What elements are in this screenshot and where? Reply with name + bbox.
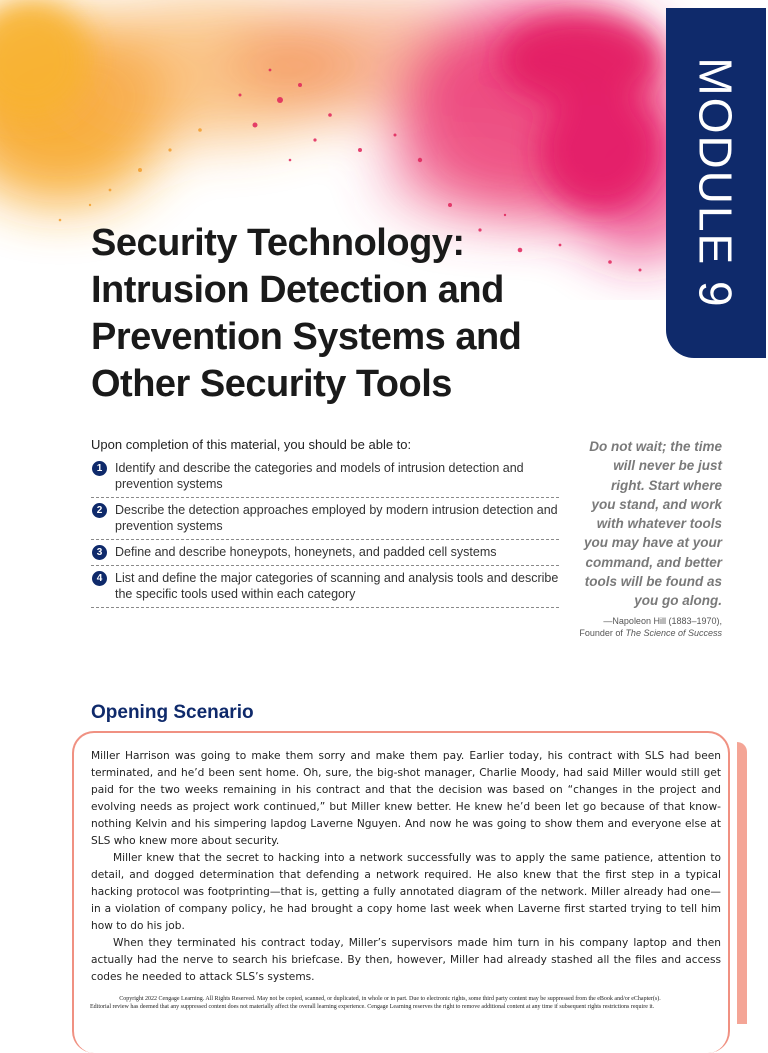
quote-line: you go along. — [634, 593, 722, 609]
objective-number-badge: 1 — [92, 461, 107, 476]
title-line: Intrusion Detection and — [91, 269, 504, 311]
title-line: Prevention Systems and — [91, 316, 522, 358]
objectives-heading: Upon completion of this material, you should be able to: — [91, 437, 412, 452]
quote-line: Do not wait; the time — [589, 439, 722, 454]
quote-line: you may have at your — [583, 535, 722, 551]
objectives-list — [91, 456, 559, 608]
objective-text: Identify and describe the categories and models of intrusion detection and prevention systems — [115, 461, 524, 491]
list-item — [91, 566, 559, 608]
objective-number-badge: 2 — [92, 503, 107, 518]
objective-text: Describe the detection approaches employed by modern intrusion detection and prevention systems — [115, 503, 558, 533]
copyright-notice — [90, 995, 690, 1011]
quote-author: —Napoleon Hill (1883–1970), — [603, 616, 722, 626]
quote-line: command, and better — [585, 554, 722, 570]
quote-attribution — [540, 615, 722, 639]
quote-founder-prefix: Founder of — [579, 628, 626, 638]
quote-line: you stand, and work — [591, 496, 722, 512]
scenario-body — [91, 748, 721, 986]
copyright-line: Editorial review has deemed that any suppressed content does not materially affect the overall learning experience. Cengage Learning reserves the right to remove additional content at any time if subsequent rights restrictions require it. — [90, 1004, 655, 1010]
scenario-paragraph: Miller Harrison was going to make them sorry and make them pay. Earlier today, his contract with SLS had been terminated, and he’d been sent home. Oh, sure, the big-shot manager, Charlie Moody, had said Miller would still get paid for the two weeks remaining in his contract and that the decision was based on “changes in the project and evolving needs as project work continued,” but Miller knew better. He knew he’d been let go because of that know-nothing Kelvin and his simpering lapdog Laverne Nguyen. And now he was going to show them and everyone else at SLS who knew more about security. — [91, 750, 721, 847]
scenario-paragraph: When they terminated his contract today, Miller’s supervisors made him turn in his company laptop and then actually had the nerve to search his briefcase. By then, however, Miller had already stashed all the files and access codes he needed to attack SLS’s systems. — [91, 937, 721, 983]
module-label: MODULE 9 — [690, 57, 743, 309]
list-item — [91, 540, 559, 566]
list-item — [91, 498, 559, 540]
scenario-paragraph: Miller knew that the secret to hacking into a network successfully was to apply the same patience, attention to detail, and dogged determination that defending a network required. He also knew that the first step in a typical hacking protocol was footprinting—that is, getting a fully annotated diagram of the network. Miller already had one—in a violation of company policy, he had brought a copy home last week when Laverne first started trying to tell him how to do his job. — [91, 852, 721, 932]
scenario-box-shadow — [737, 742, 747, 1024]
title-line: Security Technology: — [91, 222, 465, 264]
objective-number-badge: 3 — [92, 545, 107, 560]
epigraph-quote — [570, 437, 722, 611]
quote-line: tools will be found as — [584, 574, 722, 590]
list-item — [91, 456, 559, 498]
page-title — [91, 220, 651, 408]
quote-line: right. Start where — [610, 477, 722, 493]
quote-line: will never be just — [613, 458, 722, 474]
objective-number-badge: 4 — [92, 571, 107, 586]
module-tab — [666, 8, 766, 358]
objective-text: List and define the major categories of scanning and analysis tools and describe the specific tools used within each category — [115, 571, 559, 601]
quote-line: with whatever tools — [596, 516, 722, 532]
quote-book-title: The Science of Success — [625, 628, 722, 638]
copyright-line: Copyright 2022 Cengage Learning. All Rights Reserved. May not be copied, scanned, or duplicated, in whole or in part. Due to electronic rights, some third party content may be suppressed from the eBook and/or eChapter(s). — [119, 996, 661, 1002]
title-line: Other Security Tools — [91, 363, 452, 405]
objective-text: Define and describe honeypots, honeynets, and padded cell systems — [115, 545, 497, 559]
section-heading-opening-scenario: Opening Scenario — [91, 702, 254, 723]
